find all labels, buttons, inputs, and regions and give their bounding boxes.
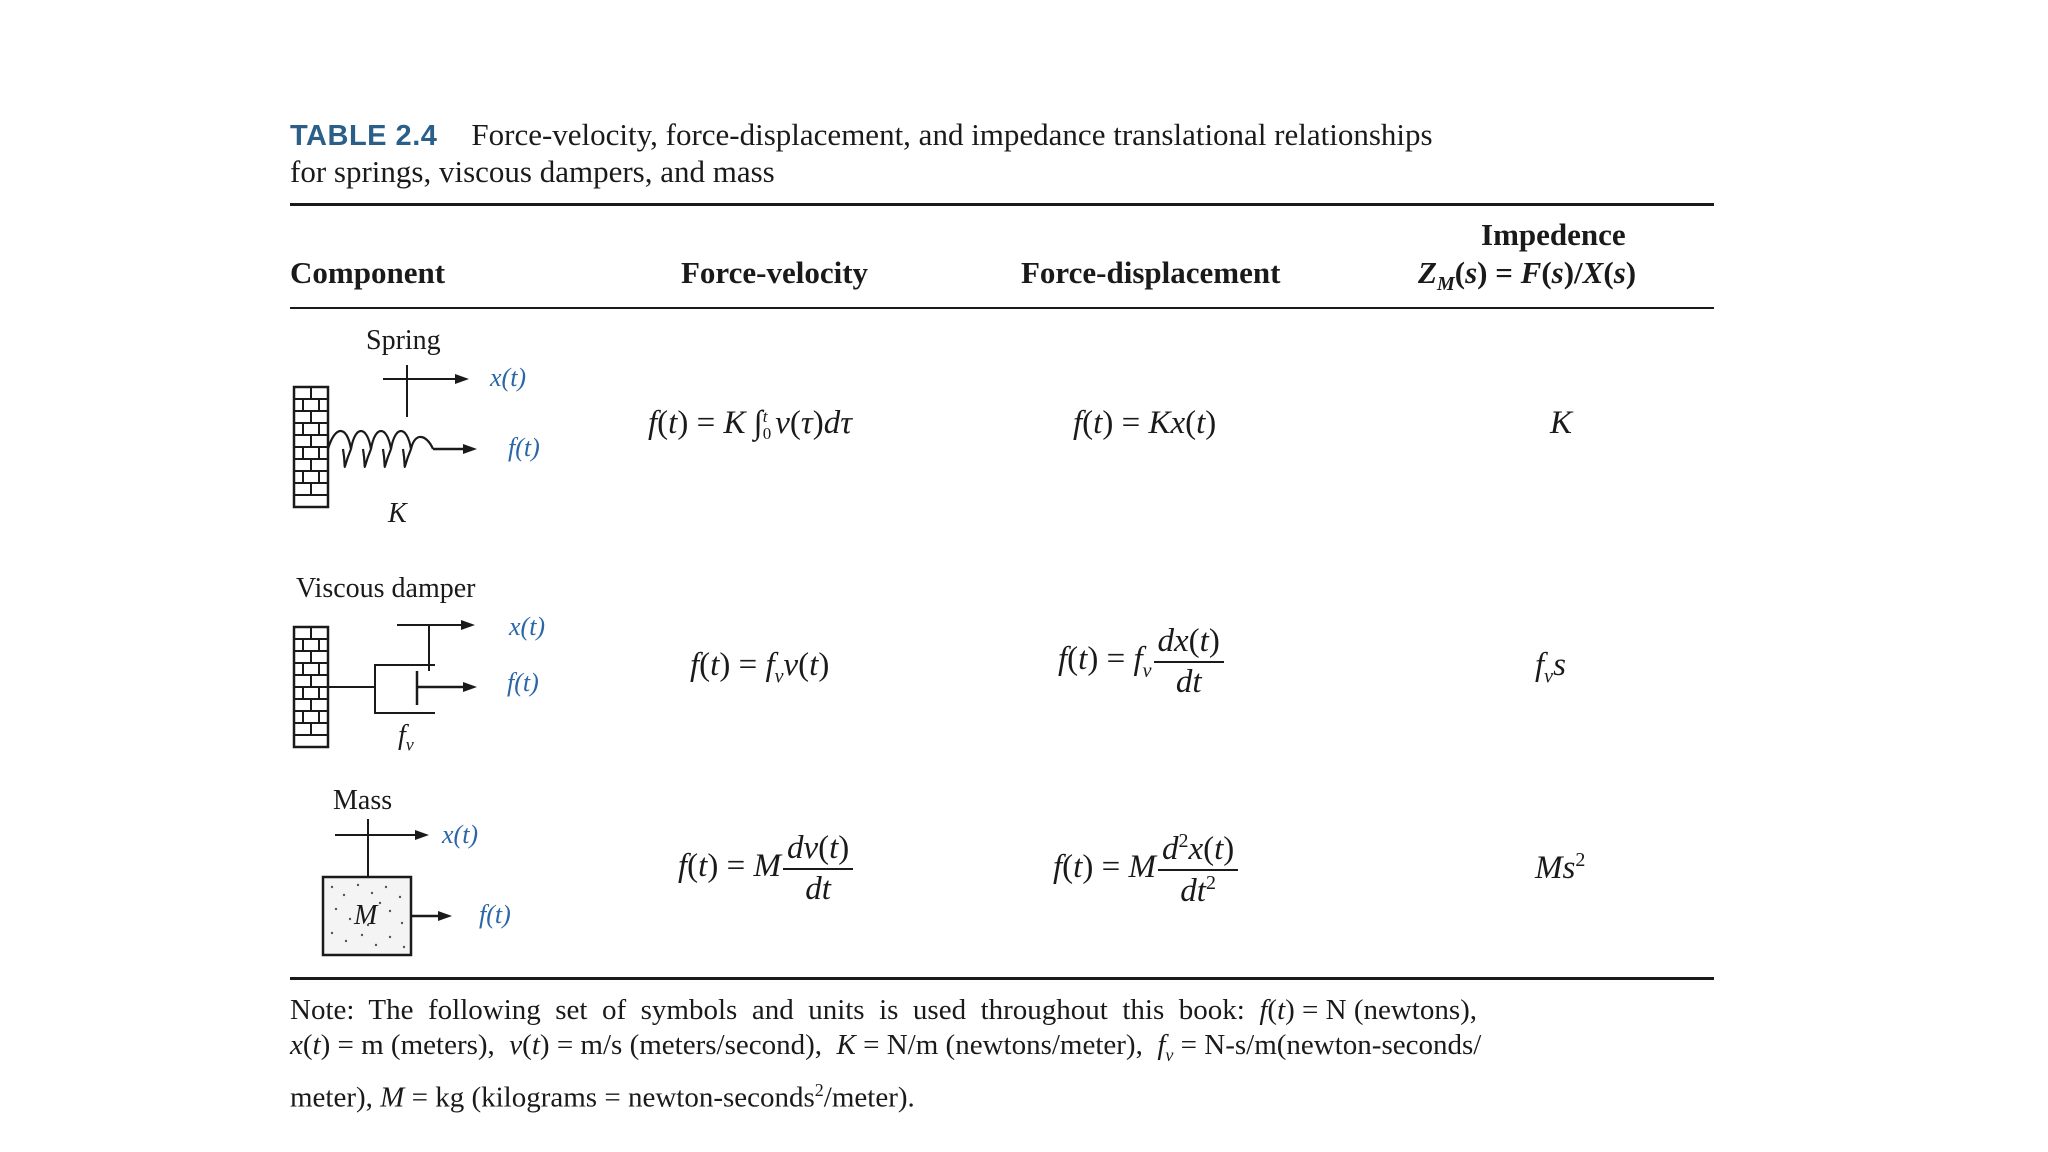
header-component: Component bbox=[290, 255, 446, 290]
caption-text-line1: Force-velocity, force-displacement, and impedance translational relationships bbox=[471, 117, 1433, 152]
spring-param-label: K bbox=[388, 498, 407, 529]
damper-impedance: $f_vs$ bbox=[1535, 647, 1566, 688]
header-rule bbox=[290, 307, 1714, 309]
spring-force-displacement: f(t) = Kx(t) bbox=[1073, 405, 1217, 441]
mass-param-label: M bbox=[354, 900, 378, 931]
mass-impedance: Ms$^2$ bbox=[1535, 849, 1586, 886]
header-force-displacement: Force-displacement bbox=[1021, 255, 1281, 290]
header-force-velocity: Force-velocity bbox=[681, 255, 869, 290]
header-impedance-title: Impedence bbox=[1481, 217, 1626, 252]
mass-force-displacement: f(t) = M $\frac{d^2x(t)}{dt^2}$ bbox=[1053, 831, 1240, 908]
damper-x-label: x(t) bbox=[509, 612, 546, 641]
table-caption bbox=[290, 117, 1433, 153]
spring-label: Spring bbox=[366, 325, 441, 356]
spring-x-label: x(t) bbox=[490, 363, 527, 392]
damper-label: Viscous damper bbox=[296, 573, 476, 604]
units-note: Note: The following set of symbols and units is used throughout this book: f(t) = N (newtons), x(t) = m (meters), v(t) = m/s (meters/second), K = N/m (newtons/meter), $f_v$ = N-s/m(newton-seconds/ meter), M = kg (kilograms = newton-seconds$^2$/meter). bbox=[290, 994, 1482, 1114]
damper-force-velocity: $f(t) = f_vv(t)$ bbox=[690, 647, 830, 688]
top-rule bbox=[290, 203, 1714, 206]
spring-f-label: f(t) bbox=[508, 433, 540, 462]
mass-x-label: x(t) bbox=[442, 820, 479, 849]
header-impedance-formula: $Z_M(s) = F(s)/X(s)$ bbox=[1418, 255, 1637, 296]
spring-force-velocity: f(t) = K ∫ t 0 v(τ)dτ bbox=[648, 405, 853, 444]
caption-label: TABLE 2.4 bbox=[290, 120, 438, 152]
caption-text-line2: for springs, viscous dampers, and mass bbox=[290, 154, 775, 189]
damper-force-displacement: $f(t) = f_v$ $\frac{dx(t)}{dt}$ bbox=[1058, 624, 1226, 699]
mass-force-velocity: f(t) = M $\frac{dv(t)}{dt}$ bbox=[678, 831, 855, 906]
bottom-rule bbox=[290, 977, 1714, 980]
mass-f-label: f(t) bbox=[479, 900, 511, 929]
spring-impedance: K bbox=[1550, 405, 1573, 441]
mass-label: Mass bbox=[333, 785, 393, 816]
damper-f-label: f(t) bbox=[507, 668, 539, 697]
damper-param-label: $f_v$ bbox=[398, 720, 414, 755]
